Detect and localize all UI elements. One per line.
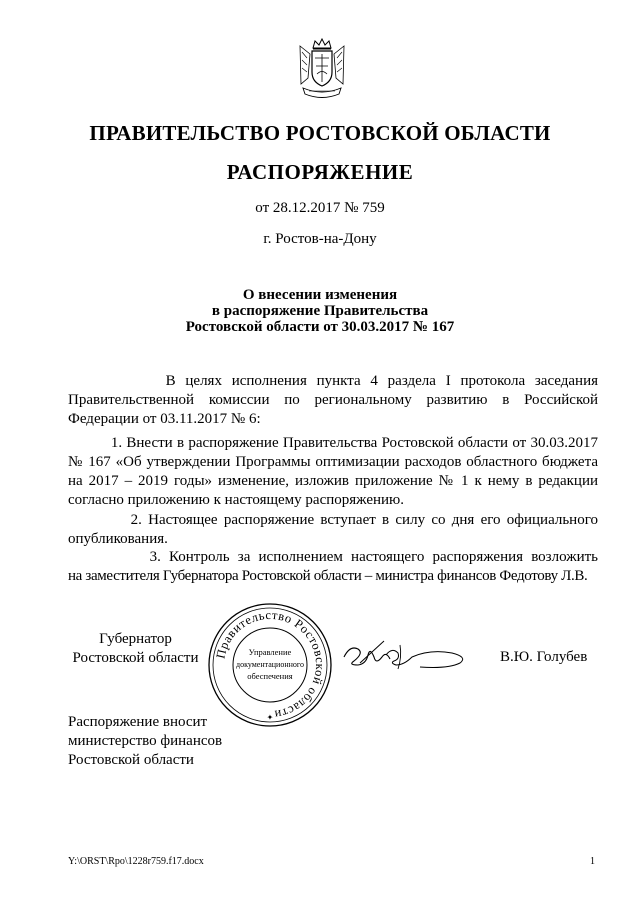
paragraph-line: Федерации от 03.11.2017 № 6:: [68, 411, 261, 427]
paragraph-line: на 2017 – 2019 годы» изменение, изложив приложение № 1 к нему в редакции: [68, 473, 598, 489]
paragraph-line: 2. Настоящее распоряжение вступает в силу со дня его официального: [68, 512, 598, 528]
preamble-paragraph: [68, 372, 598, 429]
official-seal: [205, 600, 335, 730]
document-city: г. Ростов-на-Дону: [263, 231, 377, 247]
submitter-note-line: министерство финансов: [68, 733, 223, 749]
submitter-note-line: Ростовской области: [68, 752, 194, 768]
item-3-paragraph: [68, 548, 598, 586]
paragraph-line: В целях исполнения пункта 4 раздела I протокола заседания: [68, 373, 598, 389]
document-date-number: от 28.12.2017 № 759: [255, 200, 385, 216]
page-number: 1: [590, 856, 595, 867]
document-subject: [0, 287, 640, 335]
paragraph-line: 1. Внести в распоряжение Правительства Ростовской области от 30.03.2017: [68, 435, 598, 451]
seal-center-text: обеспечения: [247, 671, 293, 681]
signatory-name: В.Ю. Голубев: [500, 649, 588, 665]
item-2-paragraph: [68, 511, 598, 549]
subject-line: в распоряжение Правительства: [211, 303, 429, 319]
document-type: РАСПОРЯЖЕНИЕ: [226, 160, 414, 184]
government-title: ПРАВИТЕЛЬСТВО РОСТОВСКОЙ ОБЛАСТИ: [89, 121, 551, 145]
handwritten-signature: [340, 635, 470, 675]
seal-center-text: документационного: [236, 660, 304, 669]
submitter-note-line: Распоряжение вносит: [68, 714, 208, 730]
coat-of-arms-emblem: [295, 38, 349, 102]
seal-ring-text: Правительство Ростовской области: [213, 607, 328, 722]
item-1-paragraph: [68, 434, 598, 510]
subject-line: О внесении изменения: [242, 287, 398, 303]
signatory-title-line: Губернатор: [99, 631, 172, 647]
paragraph-line: Правительственной комиссии по региональному развитию в Российской: [68, 392, 598, 408]
paragraph-line: № 167 «Об утверждении Программы оптимизации расходов областного бюджета: [68, 454, 598, 470]
paragraph-line: 3. Контроль за исполнением настоящего распоряжения возложить: [68, 549, 598, 565]
footer-file-path: Y:\ORST\Rpo\1228r759.f17.docx: [68, 856, 204, 867]
signatory-title-line: Ростовской области: [72, 650, 199, 666]
paragraph-line: опубликования.: [68, 531, 168, 547]
submitter-note: [68, 713, 222, 770]
paragraph-line: согласно приложению к настоящему распоряжению.: [68, 492, 405, 508]
subject-line: Ростовской области от 30.03.2017 № 167: [185, 319, 455, 335]
seal-center-text: Управление: [248, 647, 292, 657]
paragraph-line: на заместителя Губернатора Ростовской области – министра финансов Федотову Л.В.: [68, 568, 588, 584]
seal-star-icon: ✦: [266, 713, 274, 722]
signatory-title: [68, 630, 203, 668]
